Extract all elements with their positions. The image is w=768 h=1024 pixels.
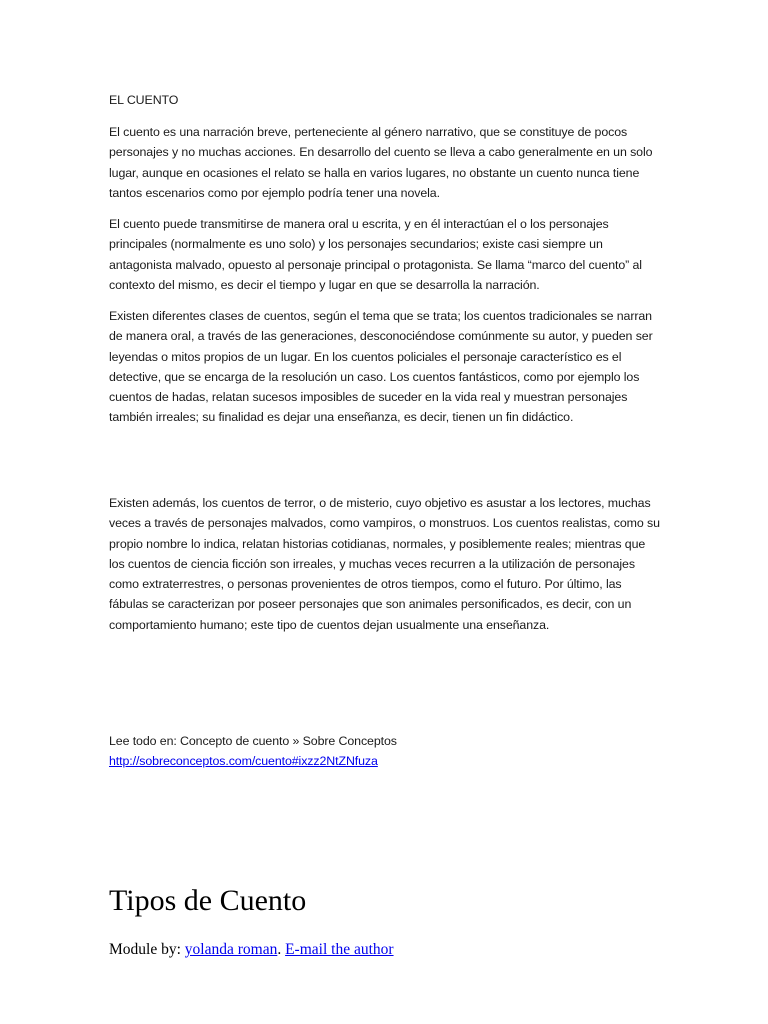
- module-byline: [109, 941, 394, 959]
- section-title: Tipos de Cuento: [109, 884, 307, 917]
- byline-separator: .: [277, 941, 286, 958]
- source-link[interactable]: http://sobreconceptos.com/cuento#ixzz2NtZNfuza: [109, 754, 378, 768]
- email-author-link[interactable]: E-mail the author: [285, 941, 394, 958]
- document-heading: EL CUENTO: [109, 93, 179, 107]
- paragraph-2: El cuento puede transmitirse de manera oral u escrita, y en él interactúan el o los personajes principales (normalmente es uno solo) y los personajes secundarios; existe casi siempre un antagonista malvado, opuesto al personaje principal o protagonista. Se llama “marco del cuento” al contexto del mismo, es decir el tiempo y lugar en que se desarrolla la narración.: [109, 217, 642, 292]
- author-link[interactable]: yolanda roman: [184, 941, 278, 958]
- paragraph-1: El cuento es una narración breve, perteneciente al género narrativo, que se constituye de pocos personajes y no muchas acciones. En desarrollo del cuento se lleva a cabo generalmente en un solo lugar, aunque en ocasiones el relato se halla en varios lugares, no obstante un cuento nunca tiene tantos escenarios como por ejemplo podría tener una novela.: [109, 125, 653, 200]
- paragraph-3: Existen diferentes clases de cuentos, según el tema que se trata; los cuentos tradicionales se narran de manera oral, a través de las generaciones, desconociéndose comúnmente su autor, y pueden ser leyendas o mitos propios de un lugar. En los cuentos policiales el personaje característico es el detective, que se encarga de la resolución un caso. Los cuentos fantásticos, como por ejemplo los cuentos de hadas, relatan sucesos imposibles de suceder en la vida real y muestran personajes también irreales; su finalidad es dejar una enseñanza, es decir, tienen un fin didáctico.: [109, 309, 653, 425]
- module-prefix: Module by:: [109, 941, 185, 958]
- paragraph-4: Existen además, los cuentos de terror, o de misterio, cuyo objetivo es asustar a los lectores, muchas veces a través de personajes malvados, como vampiros, o monstruos. Los cuentos realistas, como su propio nombre lo indica, relatan historias cotidianas, normales, y posiblemente reales; mientras que los cuentos de ciencia ficción son irreales, y muchas veces recurren a la utilización de personajes como extraterrestres, o personas provenientes de otros tiempos, como el futuro. Por último, las fábulas se caracterizan por poseer personajes que son animales personificados, es decir, con un comportamiento humano; este tipo de cuentos dejan usualmente una enseñanza.: [109, 496, 660, 632]
- source-link-line: [109, 751, 661, 771]
- source-attribution: Lee todo en: Concepto de cuento » Sobre Conceptos: [109, 734, 397, 748]
